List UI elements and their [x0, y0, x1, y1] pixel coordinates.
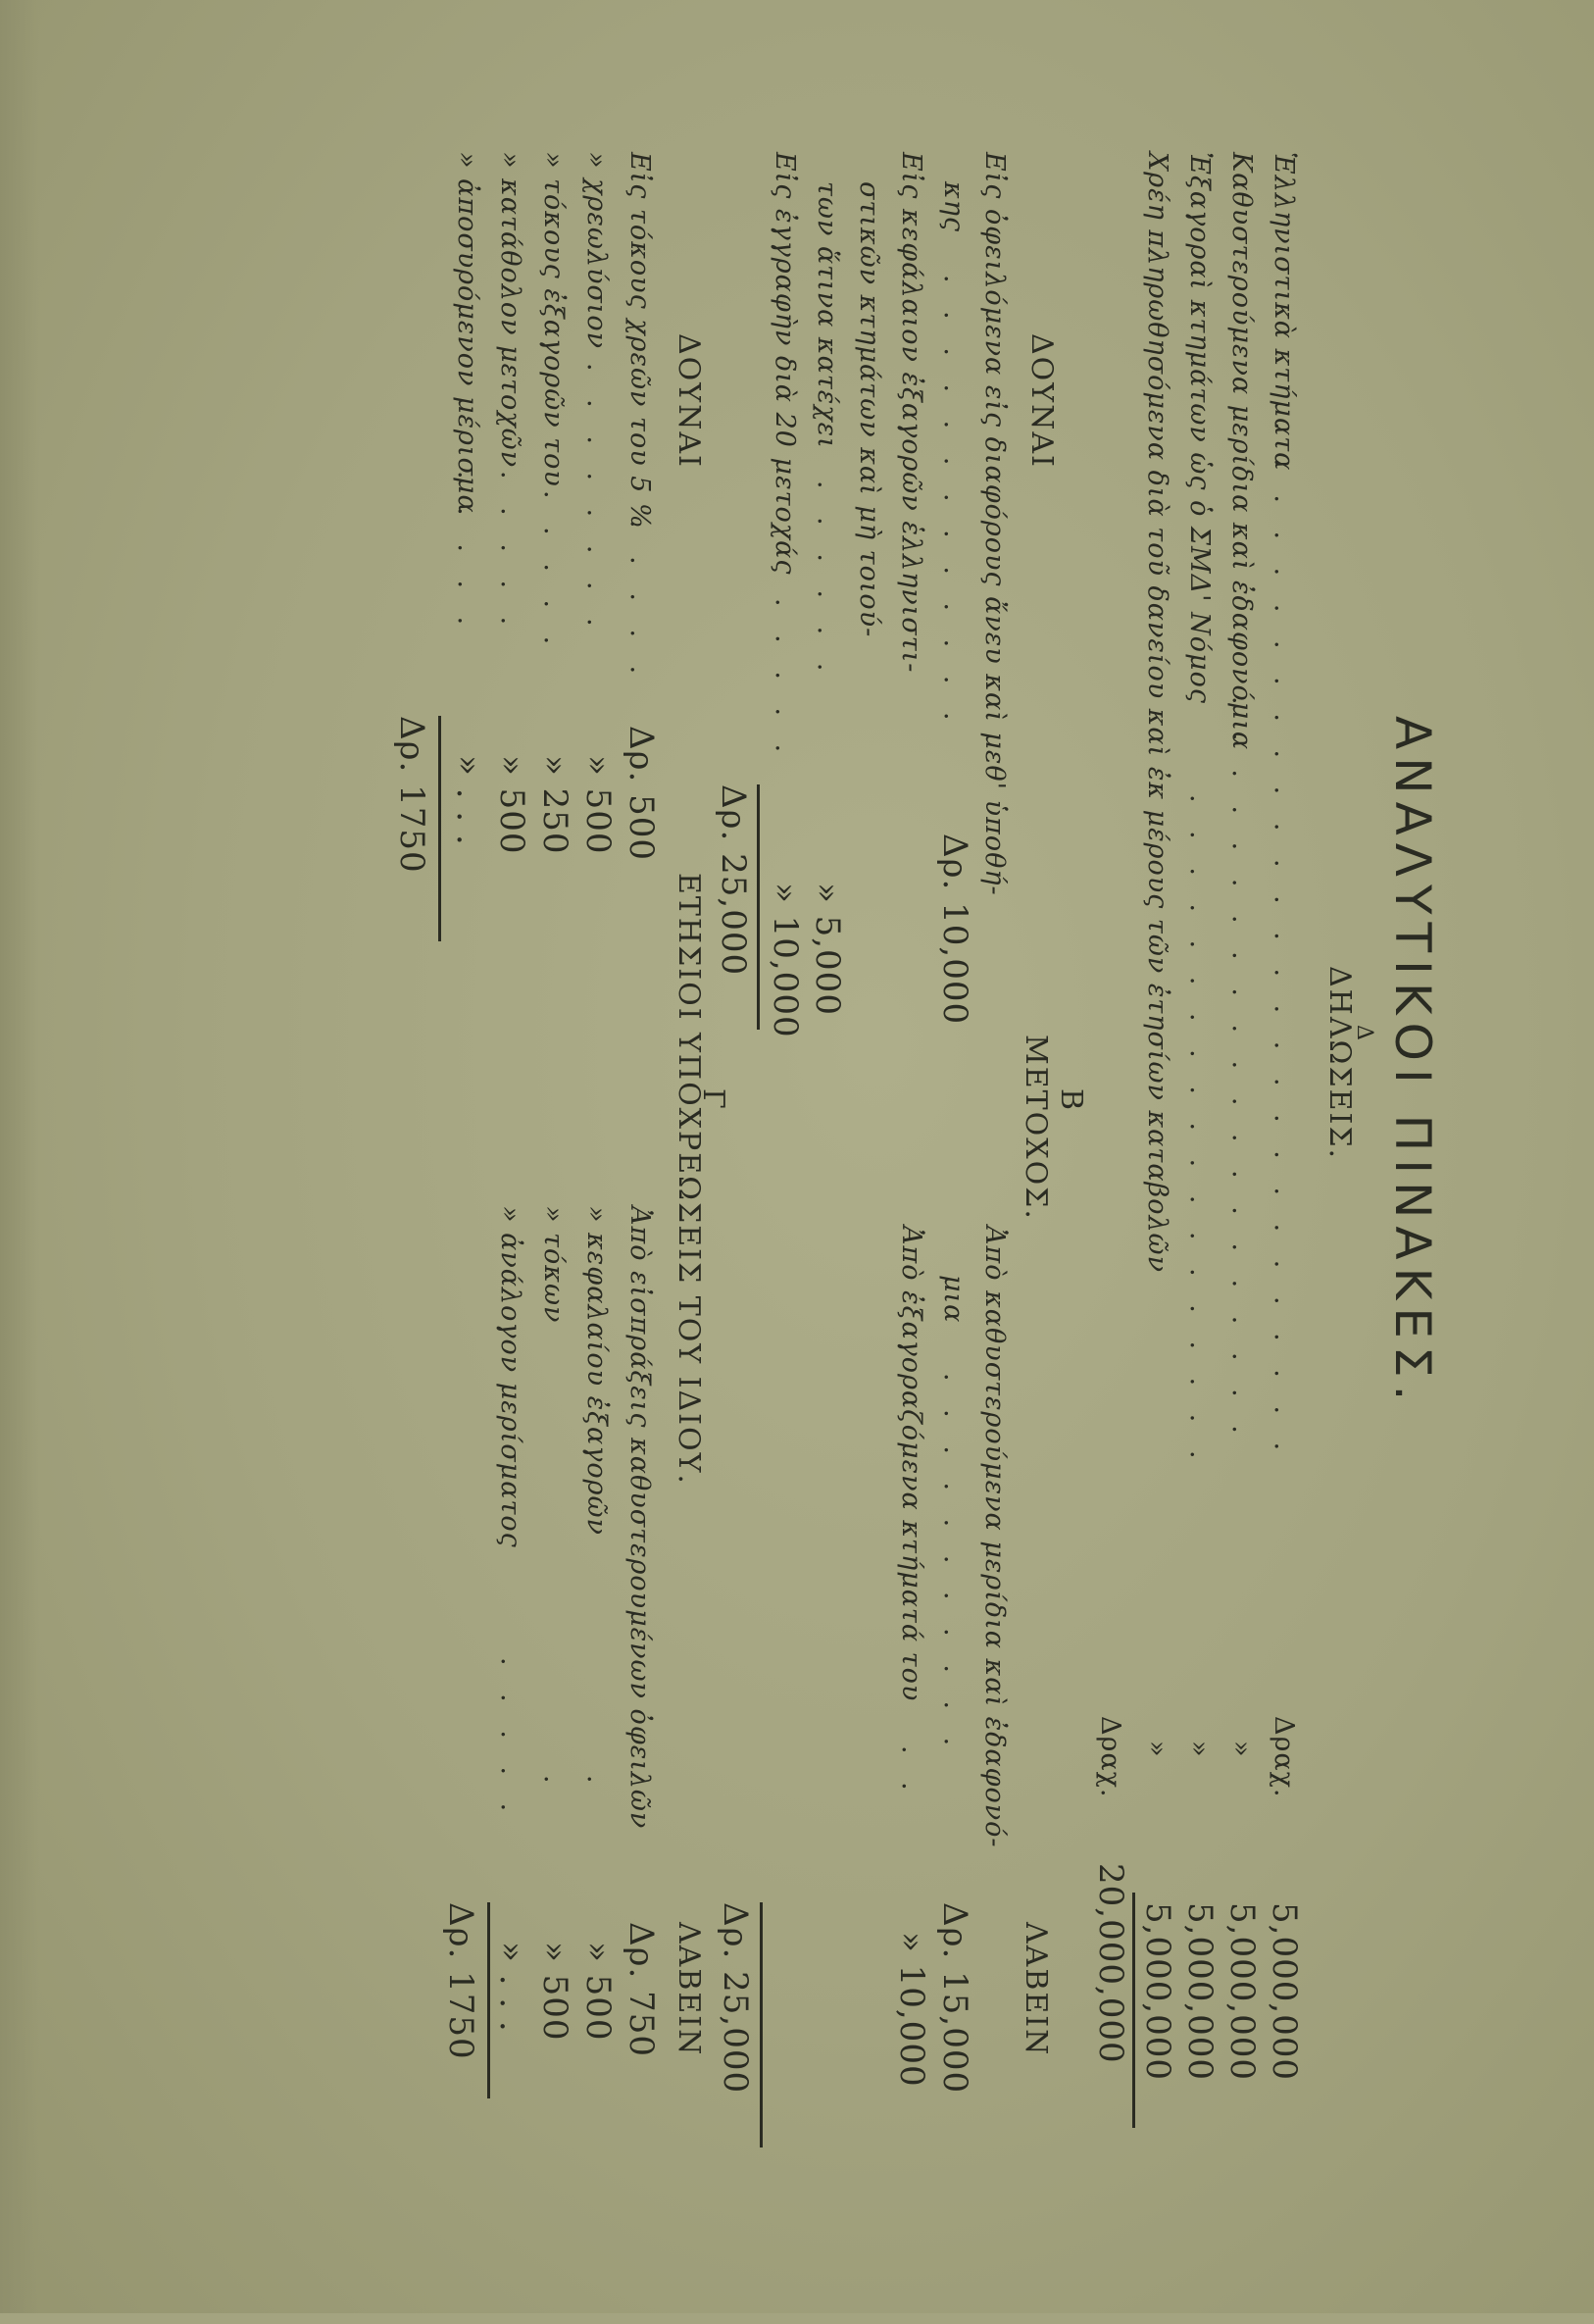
section-b-right-header: ΛΑΒΕΙΝ: [1019, 1922, 1053, 2057]
b-right-2-amount: » 10,000: [892, 1932, 931, 2088]
section-delta-letter: Δ: [1352, 1025, 1376, 1041]
b-right-1-leader: . . . . . . . . . . .: [938, 1373, 969, 1756]
delta-row-3-leader: . . . . . . . . . . . . . . . . . . .: [1184, 794, 1215, 1469]
g-left-5-leader: . . . . .: [452, 471, 482, 635]
delta-row-2-text: Καθυστερούμενα μερίδια καὶ ἐδαφονόμια: [1226, 152, 1257, 751]
b-right-1-amount: Δρ. 15,000: [935, 1902, 974, 2095]
g-left-total-rule: [438, 716, 441, 941]
g-left-3-amount: » 250: [535, 755, 574, 855]
b-left-2-line3: των ἅτινα κατέχει: [812, 181, 842, 449]
g-right-4-text: » ἀνάλογον μερίσματος: [495, 1206, 525, 1548]
g-left-1-leader: . . . . .: [624, 520, 655, 684]
g-left-3-leader: . . . . .: [538, 490, 569, 655]
b-left-1-amount: Δρ. 10,000: [935, 834, 974, 1026]
b-right-2-line1: Ἀπὸ ἐξαγοραζόμενα κτήματά του: [896, 1226, 926, 1702]
b-left-3-amount: » 10,000: [766, 883, 805, 1038]
b-left-1-leader: . . . . . . . . . . . . .: [938, 275, 969, 731]
section-gamma-left-header: ΔΟΥΝΑΙ: [672, 333, 706, 469]
g-right-2-amount: » 500: [578, 1942, 618, 2042]
g-left-1-text: Εἰς τόκους χρεῶν του 5 %: [624, 152, 655, 530]
delta-total-amount: 20,000,000: [1091, 1863, 1130, 2064]
g-right-1-amount: Δρ. 750: [622, 1922, 661, 2058]
b-left-total: Δρ. 25,000: [714, 784, 753, 977]
section-b-letter: Β: [1054, 1088, 1088, 1113]
b-left-total-rule: [757, 784, 760, 1030]
g-right-4-amount: » . . .: [492, 1942, 531, 2033]
b-left-2-leader: . . . . . .: [812, 480, 842, 682]
b-right-2-leader: . .: [896, 1745, 926, 1800]
delta-row-1-currency: Δραχ.: [1269, 1716, 1299, 1798]
delta-row-1-leader: . . . . . . . . . . . . . . . . . . . . . . . . . . . . .: [1269, 422, 1299, 1461]
g-left-4-text: » κατάθολον μετοχῶν: [495, 152, 525, 469]
g-right-3-amount: » 500: [535, 1942, 574, 2042]
b-right-1-line1: Ἀπὸ καθυστερούμενα μερίδια καὶ ἐδαφονό-: [979, 1226, 1010, 1848]
g-left-2-text: » χρεωλύσιον: [581, 152, 612, 350]
b-left-3-line1: Εἰς ἐγγραφὴν διὰ 20 μετοχάς: [770, 152, 800, 576]
delta-row-3-currency: »: [1184, 1741, 1215, 1758]
g-right-3-leader: .: [538, 1775, 569, 1794]
g-left-5-amount: » . . .: [449, 755, 488, 846]
page-title: ΑΝΑΛΥΤΙΚΟΙ ΠΙΝΑΚΕΣ.: [1384, 716, 1441, 1409]
g-left-3-text: » τόκους ἐξαγορῶν του: [538, 152, 569, 487]
delta-row-1-text: Ἑλληνιστικὰ κτήματα: [1269, 152, 1299, 472]
delta-total-currency: Δραχ.: [1095, 1716, 1125, 1798]
delta-total-rule: [1132, 1893, 1135, 2128]
b-left-1-line1: Εἰς ὀφειλόμενα εἰς διαφόρους ἄνευ καὶ μεθ' ὑποθή-: [979, 152, 1010, 896]
b-left-2-amount: » 5,000: [808, 883, 847, 1016]
rotated-table-page: [0, 108, 1480, 2324]
section-delta-heading: ΔΗΛΩΣΕΙΣ.: [1322, 966, 1357, 1161]
b-right-total: Δρ. 25,000: [716, 1902, 755, 2095]
delta-row-1-amount: 5,000,000: [1265, 1902, 1304, 2082]
g-left-1-amount: Δρ. 500: [622, 726, 661, 862]
b-right-total-rule: [760, 1902, 763, 2147]
g-left-5-text: » ἀποσυρόμενον μέρισμα: [452, 152, 482, 514]
delta-row-4-text: Χρέη πληρωθησόμενα διὰ τοῦ δανείου καὶ ἐκ μέρους τῶν ἐτησίων καταβολῶν: [1142, 152, 1172, 1273]
delta-row-2-currency: »: [1226, 1741, 1257, 1758]
g-left-4-amount: » 500: [492, 755, 531, 855]
delta-row-2-amount: 5,000,000: [1222, 1902, 1262, 2082]
g-left-4-leader: . . . . .: [495, 471, 525, 635]
b-left-3-leader: . . . . .: [770, 598, 800, 763]
delta-row-3-text: Ἐξαγοραὶ κτημάτων ὡς ὁ ΣΜΔ' Νόμος: [1184, 152, 1215, 704]
b-left-2-line1: Εἰς κεφάλαιον ἐξαγορῶν ἑλληνιστι-: [896, 152, 926, 674]
g-right-2-leader: .: [581, 1775, 612, 1794]
delta-row-4-amount: 5,000,000: [1138, 1902, 1177, 2082]
section-gamma-letter: Γ: [696, 1088, 730, 1111]
b-left-1-line2: κης: [938, 181, 969, 233]
g-left-total: Δρ. 1750: [392, 716, 431, 874]
g-right-4-leader: . . . . .: [495, 1657, 525, 1822]
g-right-1-text: Ἀπὸ εἰσπράξεις καθυστερουμένων ὀφειλῶν: [624, 1206, 655, 1830]
g-right-total-rule: [487, 1902, 490, 2098]
delta-row-2-leader: . . . . . . . . . . . . . . . . . . . . .: [1226, 696, 1257, 1443]
section-b-heading: ΜΕΤΟΧΟΣ.: [1019, 1035, 1053, 1221]
delta-row-4-currency: »: [1142, 1741, 1172, 1758]
g-left-2-leader: . . . . . . . .: [581, 363, 612, 636]
g-right-2-text: » κεφαλαίου ἐξαγορῶν: [581, 1206, 612, 1536]
b-right-1-line2: μια: [938, 1275, 969, 1324]
g-left-2-amount: » 500: [578, 755, 618, 855]
b-left-2-line2: στικῶν κτημάτων καὶ μὴ τοιού-: [854, 181, 884, 638]
delta-row-3-amount: 5,000,000: [1180, 1902, 1220, 2082]
section-gamma-heading: ΕΤΗΣΙΟΙ ΥΠΟΧΡΕΩΣΕΙΣ ΤΟΥ ΙΔΙΟΥ.: [672, 873, 706, 1486]
section-b-left-header: ΔΟΥΝΑΙ: [1024, 333, 1059, 469]
g-right-3-text: » τόκων: [538, 1206, 569, 1324]
g-right-total: Δρ. 1750: [441, 1902, 480, 2060]
section-gamma-right-header: ΛΑΒΕΙΝ: [672, 1922, 706, 2057]
